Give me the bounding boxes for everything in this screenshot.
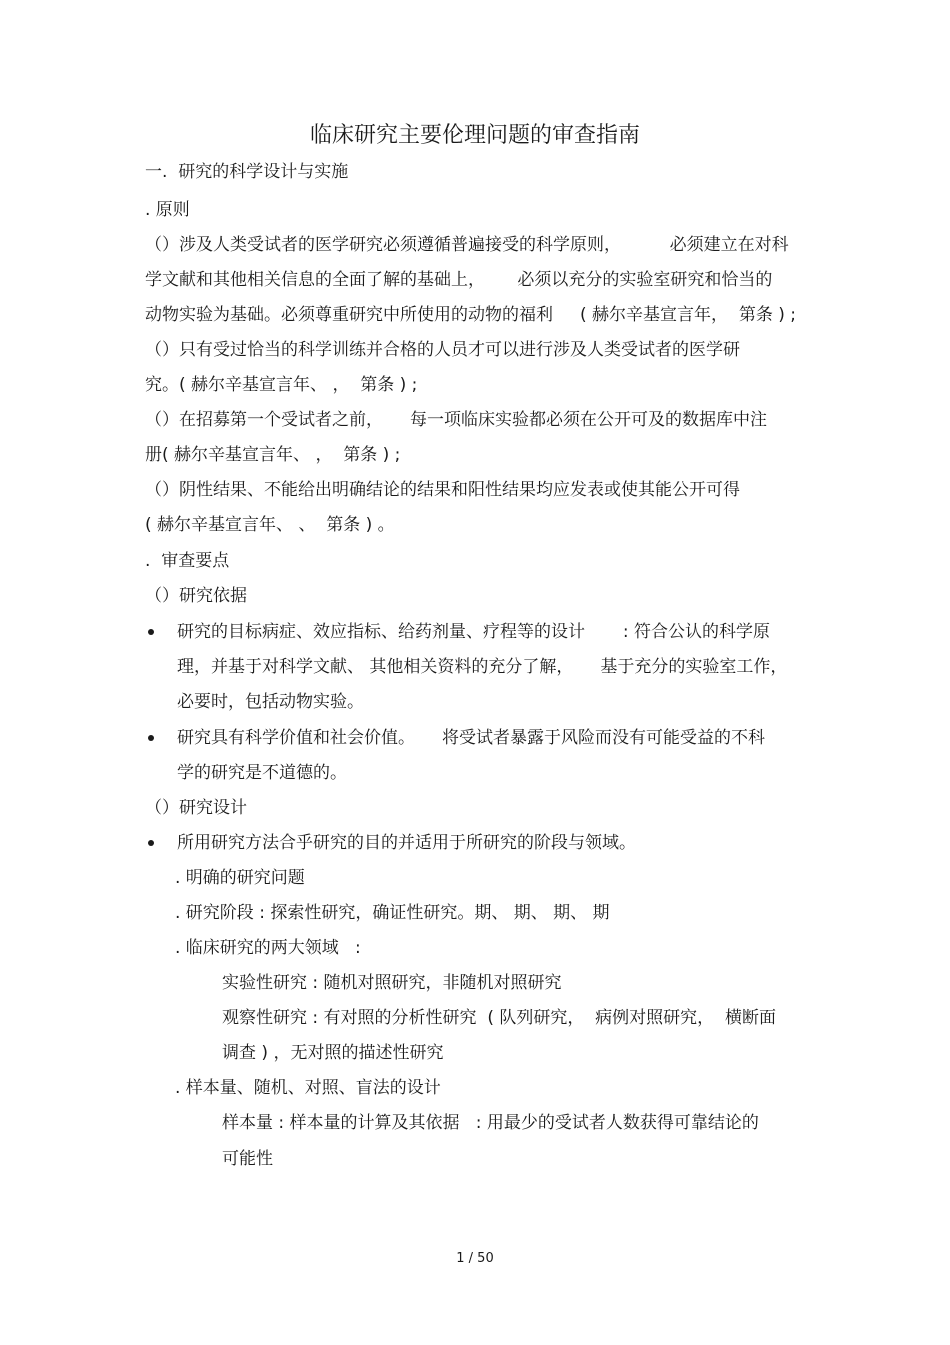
nested-item: 可能性: [222, 1149, 273, 1169]
bullet-text: 必要时，包括动物实验。: [177, 692, 364, 712]
bullet-text: 学的研究是不道德的。: [177, 763, 347, 783]
paragraph-line: 学文献和其他相关信息的全面了解的基础上， 必须以充分的实验室研究和恰当的: [145, 270, 773, 290]
document-title: 临床研究主要伦理问题的审查指南: [309, 123, 640, 148]
paragraph-line: 册( 赫尔辛基宣言年、 ， 第条 ) ;: [145, 445, 401, 465]
paragraph-line: （）涉及人类受试者的医学研究必须遵循普遍接受的科学原则， 必须建立在对科: [145, 235, 789, 255]
bullet-icon: [148, 840, 154, 846]
paragraph-line: （）在招募第一个受试者之前， 每一项临床实验都必须在公开可及的数据库中注: [145, 410, 768, 430]
sub-item: . 临床研究的两大领域 :: [175, 938, 361, 958]
sub-item: . 样本量、随机、对照、盲法的设计: [175, 1078, 441, 1098]
item-heading: （）研究设计: [145, 798, 247, 818]
page-number: 1 / 50: [456, 1251, 494, 1266]
bullet-icon: [148, 735, 154, 741]
paragraph-line: 究。( 赫尔辛基宣言年、 ， 第条 ) ;: [145, 375, 418, 395]
nested-item: 实验性研究 : 随机对照研究，非随机对照研究: [222, 973, 562, 993]
sub-item: . 研究阶段 : 探索性研究，确证性研究。期、 期、 期、 期: [175, 903, 610, 923]
section-heading: 一. 研究的科学设计与实施: [145, 162, 349, 182]
nested-item: 调查 ) ，无对照的描述性研究: [222, 1043, 444, 1063]
bullet-icon: [148, 629, 154, 635]
subsection-heading: . 原则: [145, 200, 190, 220]
sub-item: . 明确的研究问题: [175, 868, 305, 888]
subsection-heading: . 审查要点: [145, 551, 230, 571]
bullet-text: 研究的目标病症、效应指标、给药剂量、疗程等的设计 : 符合公认的科学原: [177, 622, 770, 642]
bullet-text: 理，并基于对科学文献、 其他相关资料的充分了解， 基于充分的实验室工作，: [177, 657, 788, 677]
nested-item: 样本量 : 样本量的计算及其依据 : 用最少的受试者人数获得可靠结论的: [222, 1113, 759, 1133]
paragraph-line: （）阴性结果、不能给出明确结论的结果和阳性结果均应发表或使其能公开可得: [145, 480, 740, 500]
paragraph-line: ( 赫尔辛基宣言年、 、 第条 ) 。: [145, 515, 395, 535]
bullet-text: 研究具有科学价值和社会价值。 将受试者暴露于风险而没有可能受益的不科: [177, 728, 766, 748]
item-heading: （）研究依据: [145, 586, 247, 606]
nested-item: 观察性研究 : 有对照的分析性研究 ( 队列研究， 病例对照研究， 横断面: [222, 1008, 776, 1028]
bullet-text: 所用研究方法合乎研究的目的并适用于所研究的阶段与领域。: [177, 833, 636, 853]
paragraph-line: （）只有受过恰当的科学训练并合格的人员才可以进行涉及人类受试者的医学研: [145, 340, 740, 360]
paragraph-line: 动物实验为基础。必须尊重研究中所使用的动物的福利 ( 赫尔辛基宣言年， 第条 ) ;: [145, 305, 797, 325]
